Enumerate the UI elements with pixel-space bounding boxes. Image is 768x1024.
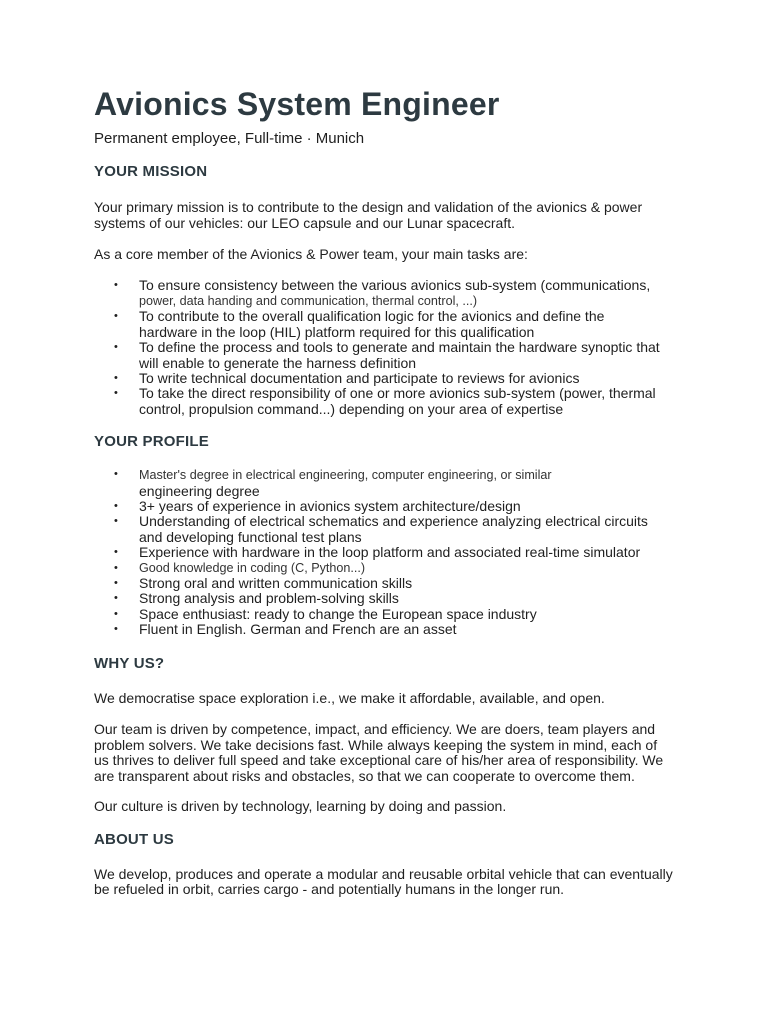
job-subtitle: Permanent employee, Full-time · Munich [94, 130, 365, 147]
mission-item: • To write technical documentation and participate to reviews for avionics [94, 371, 674, 386]
profile-item: • Good knowledge in coding (C, Python...) [94, 561, 674, 576]
mission-item: • To take the direct responsibility of one or more avionics sub-system (power, thermal control, propulsion command...) depending on your area of expertise [94, 386, 674, 417]
profile-item: • Master's degree in electrical engineering, computer engineering, or similar engineering degree [94, 467, 674, 499]
page-title: Avionics System Engineer [94, 86, 500, 122]
profile-item: • Experience with hardware in the loop platform and associated real-time simulator [94, 545, 674, 560]
profile-item: • 3+ years of experience in avionics system architecture/design [94, 499, 674, 514]
profile-item: • Space enthusiast: ready to change the European space industry [94, 607, 674, 622]
mission-intro: Your primary mission is to contribute to the design and validation of the avionics & power systems of our vehicles: our LEO capsule and our Lunar spacecraft. [94, 199, 643, 231]
profile-list [94, 467, 674, 637]
profile-item: • Understanding of electrical schematics and experience analyzing electrical circuits and developing functional test plans [94, 514, 674, 545]
mission-item: • To define the process and tools to generate and maintain the hardware synoptic that will enable to generate the harness definition [94, 340, 674, 371]
profile-item: • Strong analysis and problem-solving skills [94, 591, 674, 606]
profile-heading: YOUR PROFILE [94, 433, 209, 451]
mission-item: • To contribute to the overall qualification logic for the avionics and define the hardware in the loop (HIL) platform required for this qualification [94, 309, 674, 340]
why-heading: WHY US? [94, 654, 165, 672]
why-paragraph: Our team is driven by competence, impact, and efficiency. We are doers, team players and problem solvers. We take decisions fast. While always keeping the system in mind, each of us thrives to deliver full speed and take exceptional care of his/her area of responsibility. We are transparent about risks and obstacles, so that we can cooperate to overcome them. [94, 721, 664, 784]
about-paragraph: We develop, produces and operate a modular and reusable orbital vehicle that can eventually be refueled in orbit, carries cargo - and potentially humans in the longer run. [94, 865, 673, 898]
mission-heading: YOUR MISSION [94, 163, 208, 180]
profile-item: • Fluent in English. German and French are an asset [94, 622, 674, 637]
about-heading: ABOUT US [94, 830, 174, 848]
mission-list [94, 278, 674, 418]
why-paragraph: We democratise space exploration i.e., we make it affordable, available, and open. [94, 689, 605, 706]
mission-item: • To ensure consistency between the various avionics sub-system (communications, power, data handing and communication, thermal control, ...) [94, 278, 674, 310]
why-paragraph: Our culture is driven by technology, learning by doing and passion. [94, 798, 507, 815]
profile-item: • Strong oral and written communication skills [94, 576, 674, 591]
mission-lead: As a core member of the Avionics & Power team, your main tasks are: [94, 246, 528, 262]
